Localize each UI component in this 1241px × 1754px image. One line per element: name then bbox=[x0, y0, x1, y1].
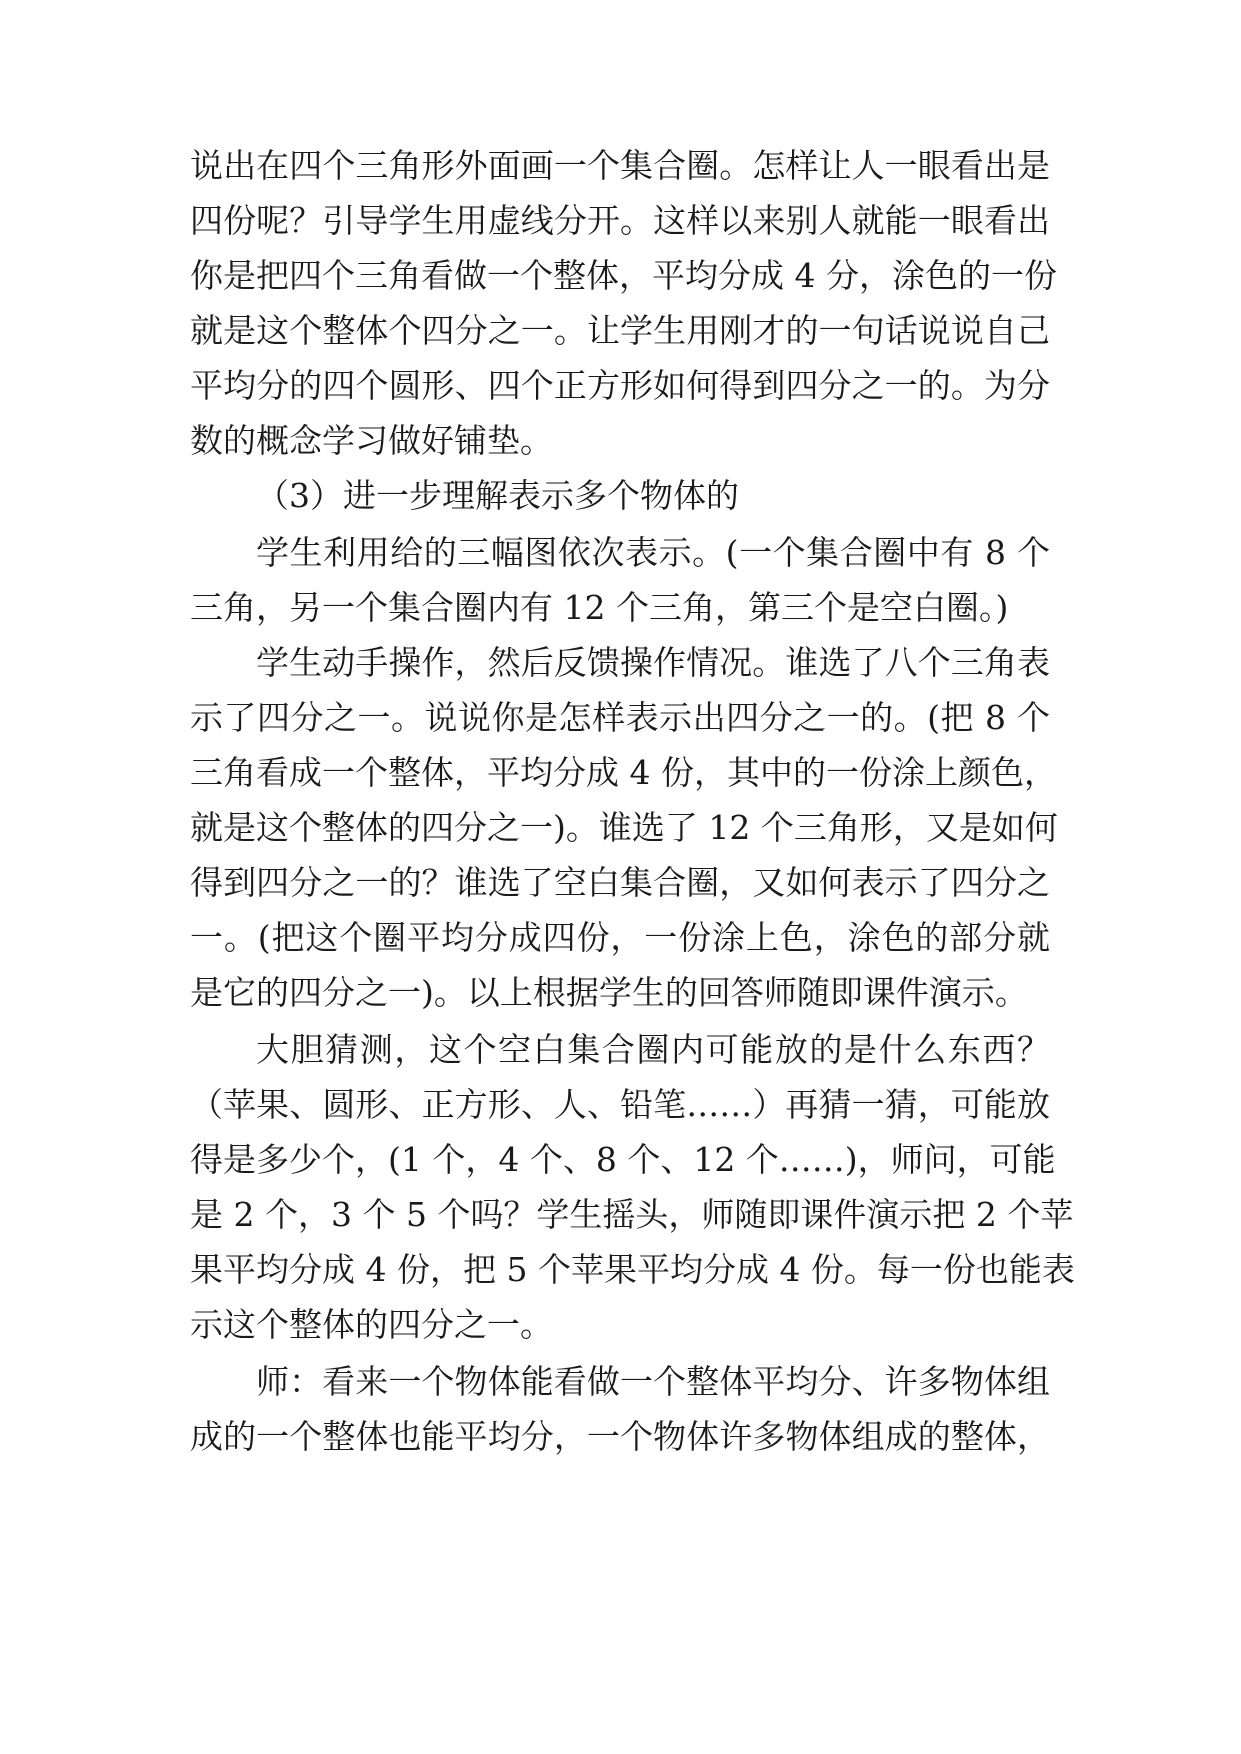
section-heading-3: （3）进一步理解表示多个物体的 bbox=[256, 476, 739, 515]
text-line-11: 示了四分之一。说说你是怎样表示出四分之一的。(把 8 个 bbox=[190, 698, 1050, 737]
text-line-2: 四份呢？引导学生用虚线分开。这样以来别人就能一眼看出 bbox=[190, 201, 1050, 240]
text-line-8: 学生利用给的三幅图依次表示。(一个集合圈中有 8 个 bbox=[256, 533, 1050, 572]
text-line-24: 成的一个整体也能平均分，一个物体许多物体组成的整体， bbox=[190, 1417, 1050, 1456]
text-line-1: 说出在四个三角形外面画一个集合圈。怎样让人一眼看出是 bbox=[190, 146, 1050, 185]
text-line-13: 就是这个整体的四分之一)。谁选了 12 个三角形，又是如何 bbox=[190, 808, 1058, 847]
text-line-15: 一。(把这个圈平均分成四份，一份涂上色，涂色的部分就 bbox=[190, 918, 1050, 957]
text-line-5: 平均分的四个圆形、四个正方形如何得到四分之一的。为分 bbox=[190, 366, 1050, 405]
text-line-21: 果平均分成 4 份，把 5 个苹果平均分成 4 份。每一份也能表 bbox=[190, 1250, 1075, 1289]
text-line-19: 得是多少个，(1 个，4 个、8 个、12 个……)，师问，可能 bbox=[190, 1140, 1056, 1179]
text-line-10: 学生动手操作，然后反馈操作情况。谁选了八个三角表 bbox=[256, 643, 1050, 682]
text-line-12: 三角看成一个整体，平均分成 4 份，其中的一份涂上颜色， bbox=[190, 753, 1057, 792]
text-line-16: 是它的四分之一)。以上根据学生的回答师随即课件演示。 bbox=[190, 973, 1028, 1012]
text-line-18: （苹果、圆形、正方形、人、铅笔……）再猜一猜，可能放 bbox=[190, 1085, 1050, 1124]
text-line-6: 数的概念学习做好铺垫。 bbox=[190, 421, 553, 460]
text-line-14: 得到四分之一的？谁选了空白集合圈，又如何表示了四分之 bbox=[190, 863, 1050, 902]
text-line-23: 师：看来一个物体能看做一个整体平均分、许多物体组 bbox=[256, 1362, 1050, 1401]
text-line-20: 是 2 个，3 个 5 个吗？学生摇头，师随即课件演示把 2 个苹 bbox=[190, 1195, 1074, 1234]
text-line-17: 大胆猜测，这个空白集合圈内可能放的是什么东西？ bbox=[256, 1030, 1050, 1069]
text-line-3: 你是把四个三角看做一个整体，平均分成 4 分，涂色的一份 bbox=[190, 256, 1057, 295]
text-line-22: 示这个整体的四分之一。 bbox=[190, 1305, 553, 1344]
text-line-4: 就是这个整体个四分之一。让学生用刚才的一句话说说自己 bbox=[190, 311, 1050, 350]
text-line-9: 三角，另一个集合圈内有 12 个三角，第三个是空白圈。) bbox=[190, 588, 1009, 627]
